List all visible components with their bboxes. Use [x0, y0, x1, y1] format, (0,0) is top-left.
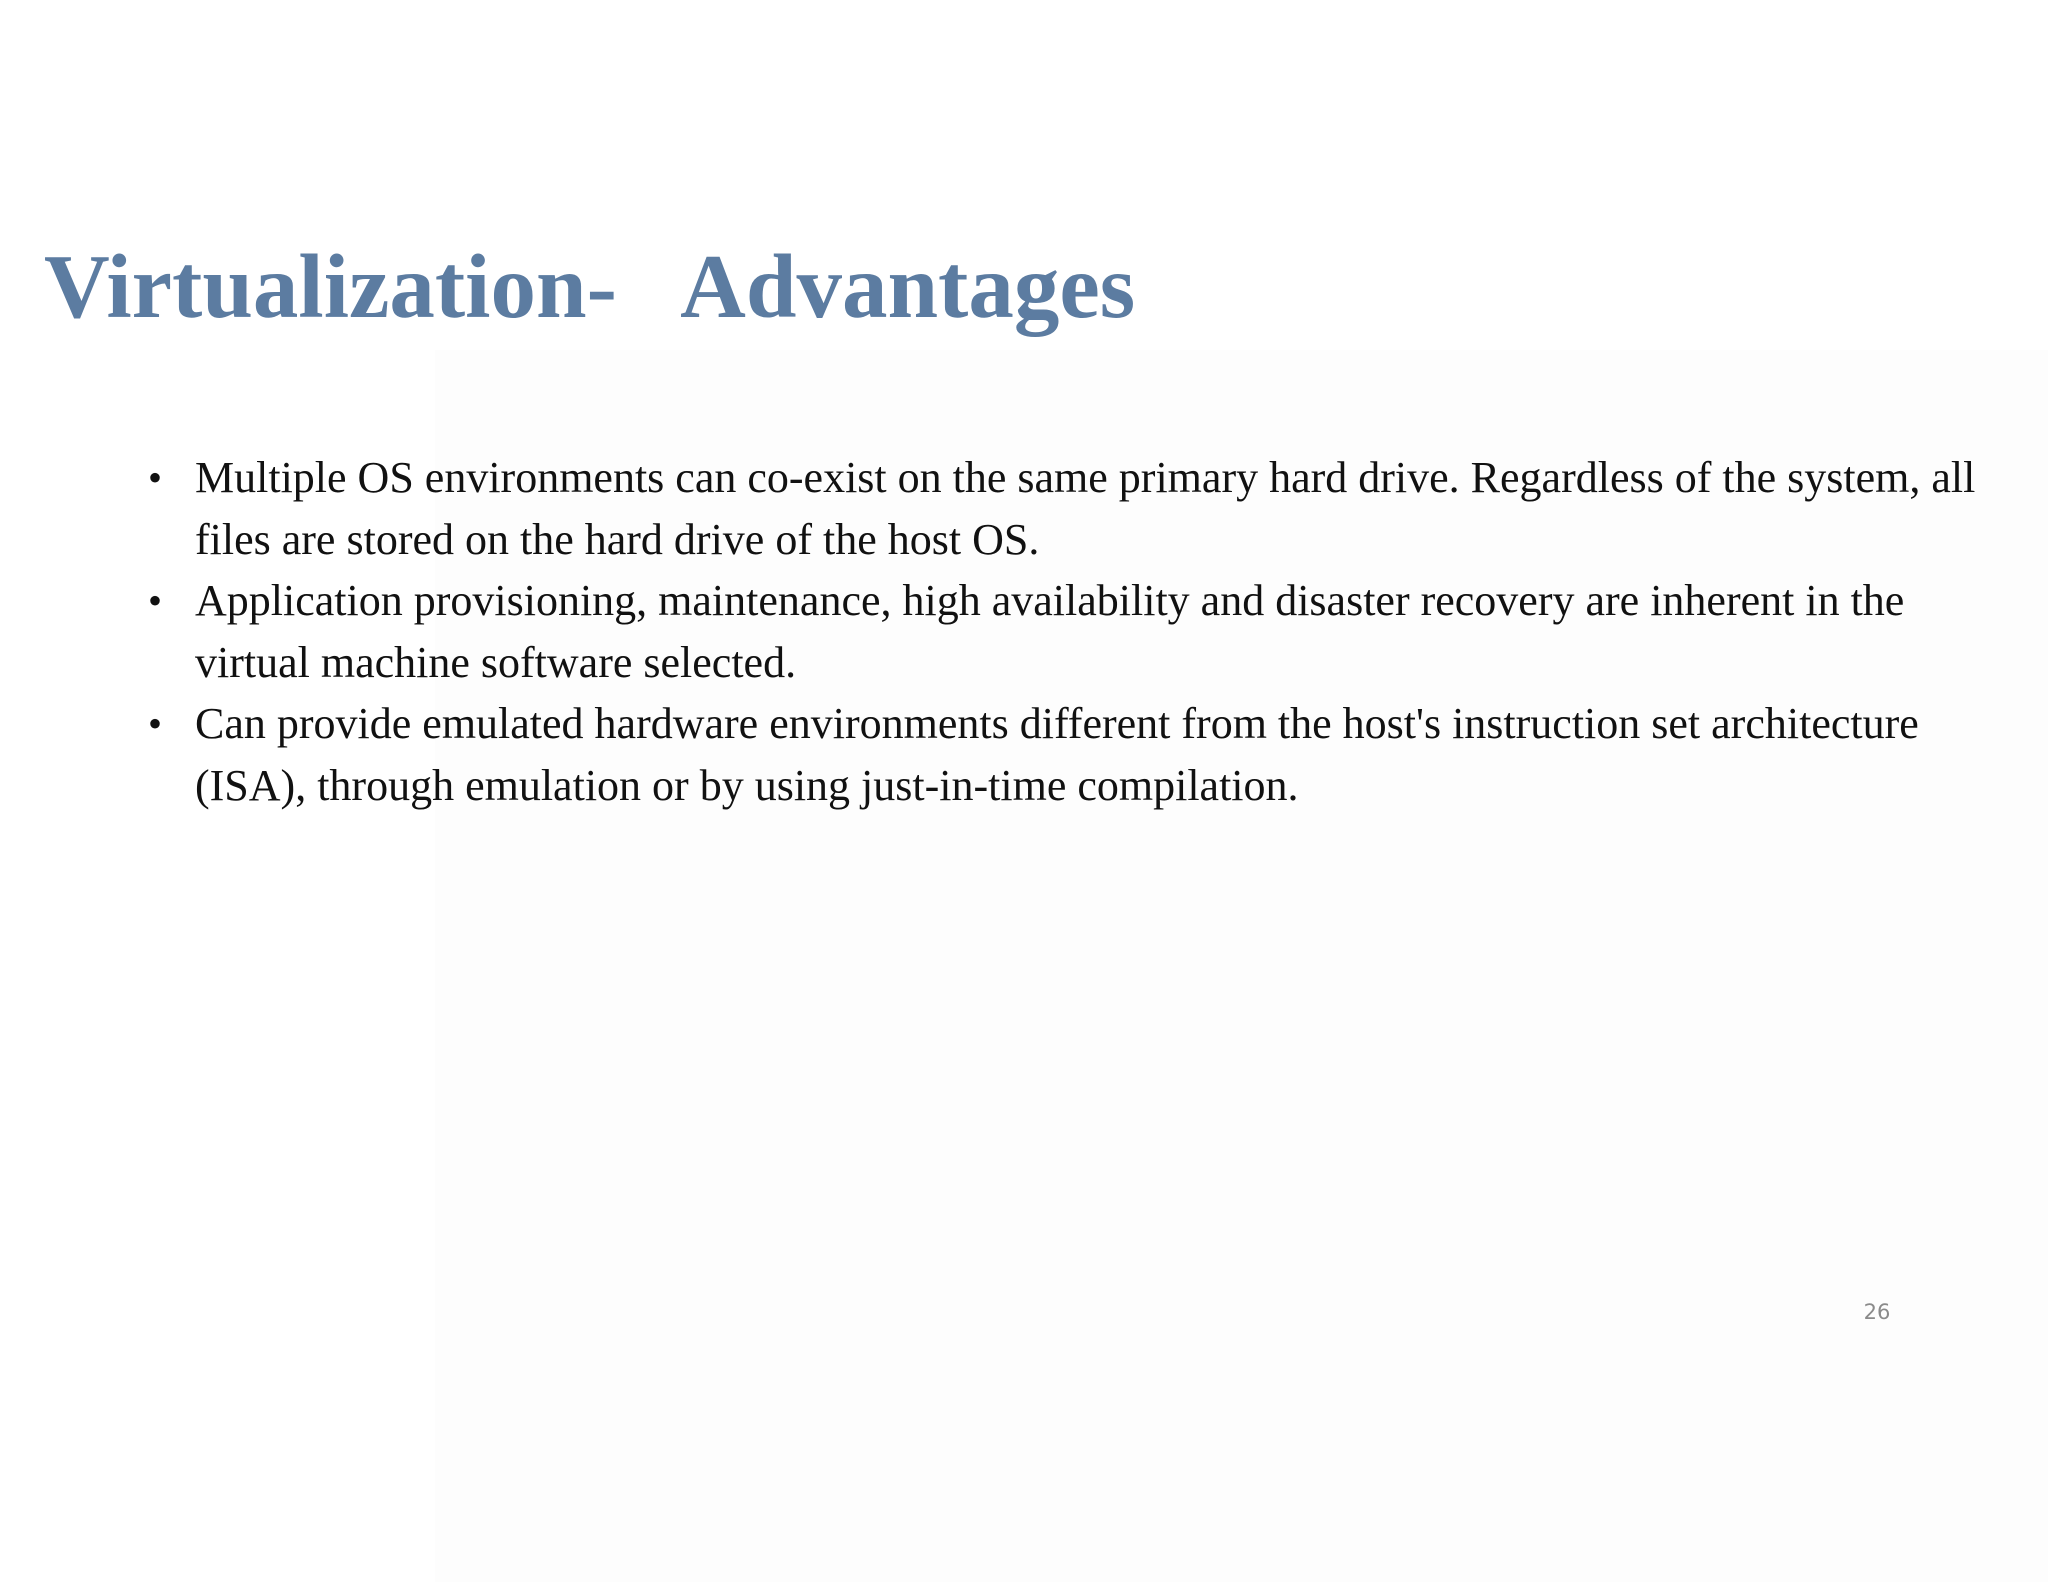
bullet-item — [148, 570, 2008, 693]
bullet-text: Can provide emulated hardware environments different from the host's instruction set architecture (ISA), through emulation or by using just-in-time compilation. — [195, 699, 1919, 810]
slide-title: Virtualization- Advantages — [44, 236, 1136, 337]
bullet-marker: • — [148, 701, 163, 746]
bullet-marker: • — [148, 455, 163, 500]
bullet-text: Multiple OS environments can co-exist on the same primary hard drive. Regardless of the system, all files are stored on the hard drive of the host OS. — [195, 453, 1976, 564]
bullet-marker: • — [148, 578, 163, 623]
bullet-list — [148, 447, 2008, 816]
bullet-item — [148, 447, 2008, 570]
bullet-text: Application provisioning, maintenance, high availability and disaster recovery are inherent in the virtual machine software selected. — [195, 576, 1905, 687]
page-number: 26 — [1863, 1300, 1891, 1324]
bullet-item — [148, 693, 2008, 816]
